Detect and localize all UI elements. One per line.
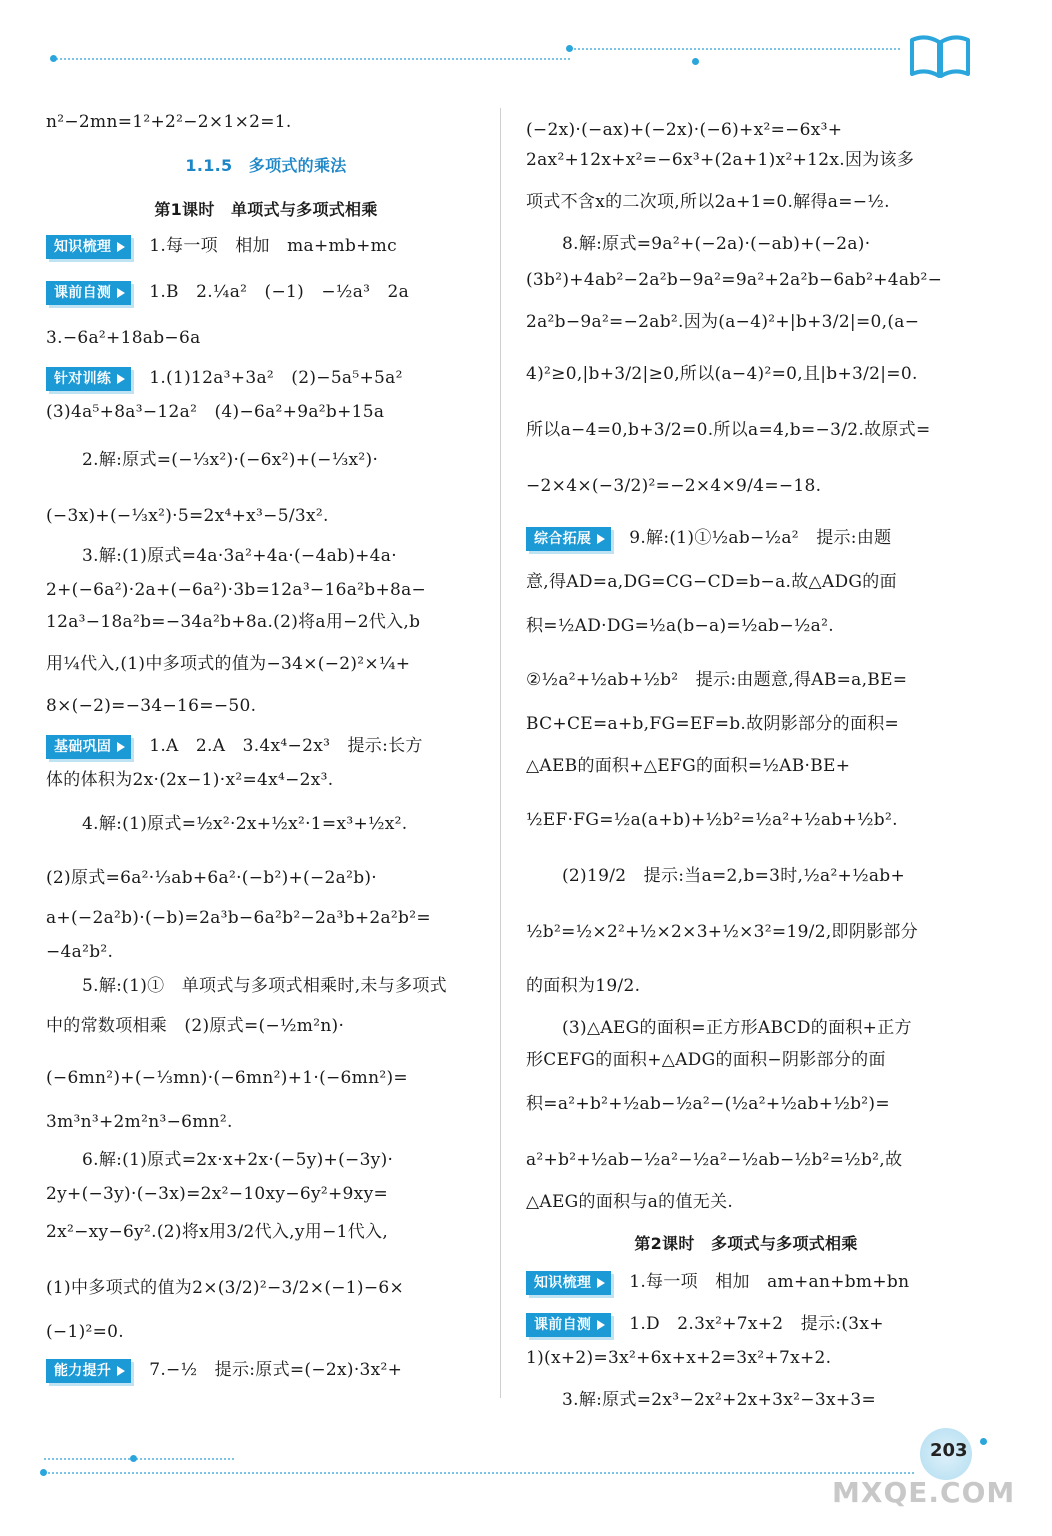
text-line: 1)(x+2)=3x²+6x+x+2=3x²+7x+2. [526,1348,832,1368]
tag-label: 课前自测 [46,281,131,305]
text-line: (1)中多项式的值为2×(3/2)²−3/2×(−1)−6× [46,1278,405,1298]
tag-label: 针对训练 [46,367,131,391]
text-line: 2y+(−3y)·(−3x)=2x²−10xy−6y²+9xy= [46,1184,389,1204]
text-line: a+(−2a²b)·(−b)=2a³b−6a²b²−2a³b+2a²b²= [46,908,431,928]
tag-label: 能力提升 [46,1359,131,1383]
text-line: 7.−½ 提示:原式=(−2x)·3x²+ [149,1360,403,1380]
watermark: MXQE.COM [832,1476,1016,1509]
text-line: 4)²≥0,|b+3/2|≥0,所以(a−4)²=0,且|b+3/2|=0. [526,364,918,384]
page-number: 203 [930,1440,968,1461]
text-line: 4.解:(1)原式=½x²·2x+½x²·1=x³+½x². [82,814,408,834]
answer-row [526,1270,909,1295]
text-line: −2×4×(−3/2)²=−2×4×9/4=−18. [526,476,822,496]
text-line: ②½a²+½ab+½b² 提示:由题意,得AB=a,BE= [526,670,908,690]
section-title: 1.1.5 多项式的乘法 [185,156,347,175]
text-line: 2ax²+12x+x²=−6x³+(2a+1)x²+12x.因为该多 [526,150,915,170]
text-line: (2)原式=6a²·⅓ab+6a²·(−b²)+(−2a²b)· [46,868,378,888]
text-line: (−3x)+(−⅓x²)·5=2x⁴+x³−5/3x². [46,506,329,526]
header-dot [50,55,57,62]
text-line: 3.解:原式=2x³−2x²+2x+3x²−3x+3= [562,1390,877,1410]
text-line: 1.B 2.¼a² (−1) −½a³ 2a [149,282,410,302]
text-line: 8×(−2)=−34−16=−50. [46,696,257,716]
text-line: a²+b²+½ab−½a²−½a²−½ab−½b²=½b²,故 [526,1150,903,1170]
text-line: 所以a−4=0,b+3/2=0.所以a=4,b=−3/2.故原式= [526,420,931,440]
text-line: 体的体积为2x·(2x−1)·x²=4x⁴−2x³. [46,770,334,790]
text-line: 2+(−6a²)·2a+(−6a²)·3b=12a³−16a²b+8a− [46,580,427,600]
text-line: (3)△AEG的面积=正方形ABCD的面积+正方 [562,1018,912,1038]
answer-row [526,1312,884,1337]
text-line: 1.每一项 相加 ma+mb+mc [149,236,397,256]
footer-dot-2 [40,1469,47,1476]
text-line: 的面积为19/2. [526,976,641,996]
lesson-title: 第1课时 单项式与多项式相乘 [154,200,378,219]
book-icon [908,32,972,80]
text-line: 3.−6a²+18ab−6a [46,328,201,348]
text-line: BC+CE=a+b,FG=EF=b.故阴影部分的面积= [526,714,900,734]
text-line: 意,得AD=a,DG=CG−CD=b−a.故△ADG的面 [526,572,897,592]
answer-row [46,366,403,391]
footer-dot-3 [980,1438,987,1445]
text-line: 2.解:原式=(−⅓x²)·(−6x²)+(−⅓x²)· [82,450,379,470]
answer-row [46,734,423,759]
text-line: (−6mn²)+(−⅓mn)·(−6mn²)+1·(−6mn²)= [46,1068,408,1088]
text-line: 积=a²+b²+½ab−½a²−(½a²+½ab+½b²)= [526,1094,890,1114]
text-line: 用¼代入,(1)中多项式的值为−34×(−2)²×¼+ [46,654,411,674]
tag-label: 基础巩固 [46,735,131,759]
text-line: 1.每一项 相加 am+an+bm+bn [629,1272,910,1292]
text-line: 项式不含x的二次项,所以2a+1=0.解得a=−½. [526,192,890,212]
text-line: −4a²b². [46,942,114,962]
tag-label: 知识梳理 [46,235,131,259]
answer-row [46,234,397,259]
text-line: △AEB的面积+△EFG的面积=½AB·BE+ [526,756,851,776]
text-line: 5.解:(1)① 单项式与多项式相乘时,未与多项式 [82,976,447,996]
header-dot-2 [566,45,573,52]
tag-label: 课前自测 [526,1313,611,1337]
text-line: (−1)²=0. [46,1322,125,1342]
text-line: 1.A 2.A 3.4x⁴−2x³ 提示:长方 [149,736,423,756]
footer-dotted-line-2 [44,1472,914,1474]
text-line: n²−2mn=1²+2²−2×1×2=1. [46,112,292,132]
text-line: 1.D 2.3x²+7x+2 提示:(3x+ [629,1314,884,1334]
answer-row [46,1358,402,1383]
header-dot-3 [692,58,699,65]
header-dotted-line-2 [570,48,900,50]
text-line: △AEG的面积与a的值无关. [526,1192,734,1212]
text-line: 3m³n³+2m²n³−6mn². [46,1112,233,1132]
text-line: ½EF·FG=½a(a+b)+½b²=½a²+½ab+½b². [526,810,898,830]
text-line: 6.解:(1)原式=2x·x+2x·(−5y)+(−3y)· [82,1150,394,1170]
text-line: 形CEFG的面积+△ADG的面积−阴影部分的面 [526,1050,886,1070]
text-line: 2a²b−9a²=−2ab².因为(a−4)²+|b+3/2|=0,(a− [526,312,920,332]
footer-dot [130,1455,137,1462]
column-divider [500,108,501,1398]
text-line: (3)4a⁵+8a³−12a² (4)−6a²+9a²b+15a [46,402,385,422]
text-line: 9.解:(1)①½ab−½a² 提示:由题 [629,528,892,548]
lesson-title: 第2课时 多项式与多项式相乘 [634,1234,858,1253]
text-line: 积=½AD·DG=½a(b−a)=½ab−½a². [526,616,834,636]
text-line: (3b²)+4ab²−2a²b−9a²=9a²+2a²b−6ab²+4ab²− [526,270,943,290]
text-line: 2x²−xy−6y².(2)将x用3/2代入,y用−1代入, [46,1222,389,1242]
text-line: (−2x)·(−ax)+(−2x)·(−6)+x²=−6x³+ [526,120,843,140]
footer-dotted-line [44,1458,234,1460]
tag-label: 综合拓展 [526,527,611,551]
text-line: ½b²=½×2²+½×2×3+½×3²=19/2,即阴影部分 [526,922,919,942]
text-line: 8.解:原式=9a²+(−2a)·(−ab)+(−2a)· [562,234,871,254]
header-dotted-line [52,58,570,60]
text-line: 3.解:(1)原式=4a·3a²+4a·(−4ab)+4a· [82,546,397,566]
text-line: 中的常数项相乘 (2)原式=(−½m²n)· [46,1016,345,1036]
answer-row [46,280,409,305]
text-line: (2)19/2 提示:当a=2,b=3时,½a²+½ab+ [562,866,906,886]
answer-row [526,526,891,551]
text-line: 12a³−18a²b=−34a²b+8a.(2)将a用−2代入,b [46,612,421,632]
text-line: 1.(1)12a³+3a² (2)−5a⁵+5a² [149,368,403,388]
tag-label: 知识梳理 [526,1271,611,1295]
